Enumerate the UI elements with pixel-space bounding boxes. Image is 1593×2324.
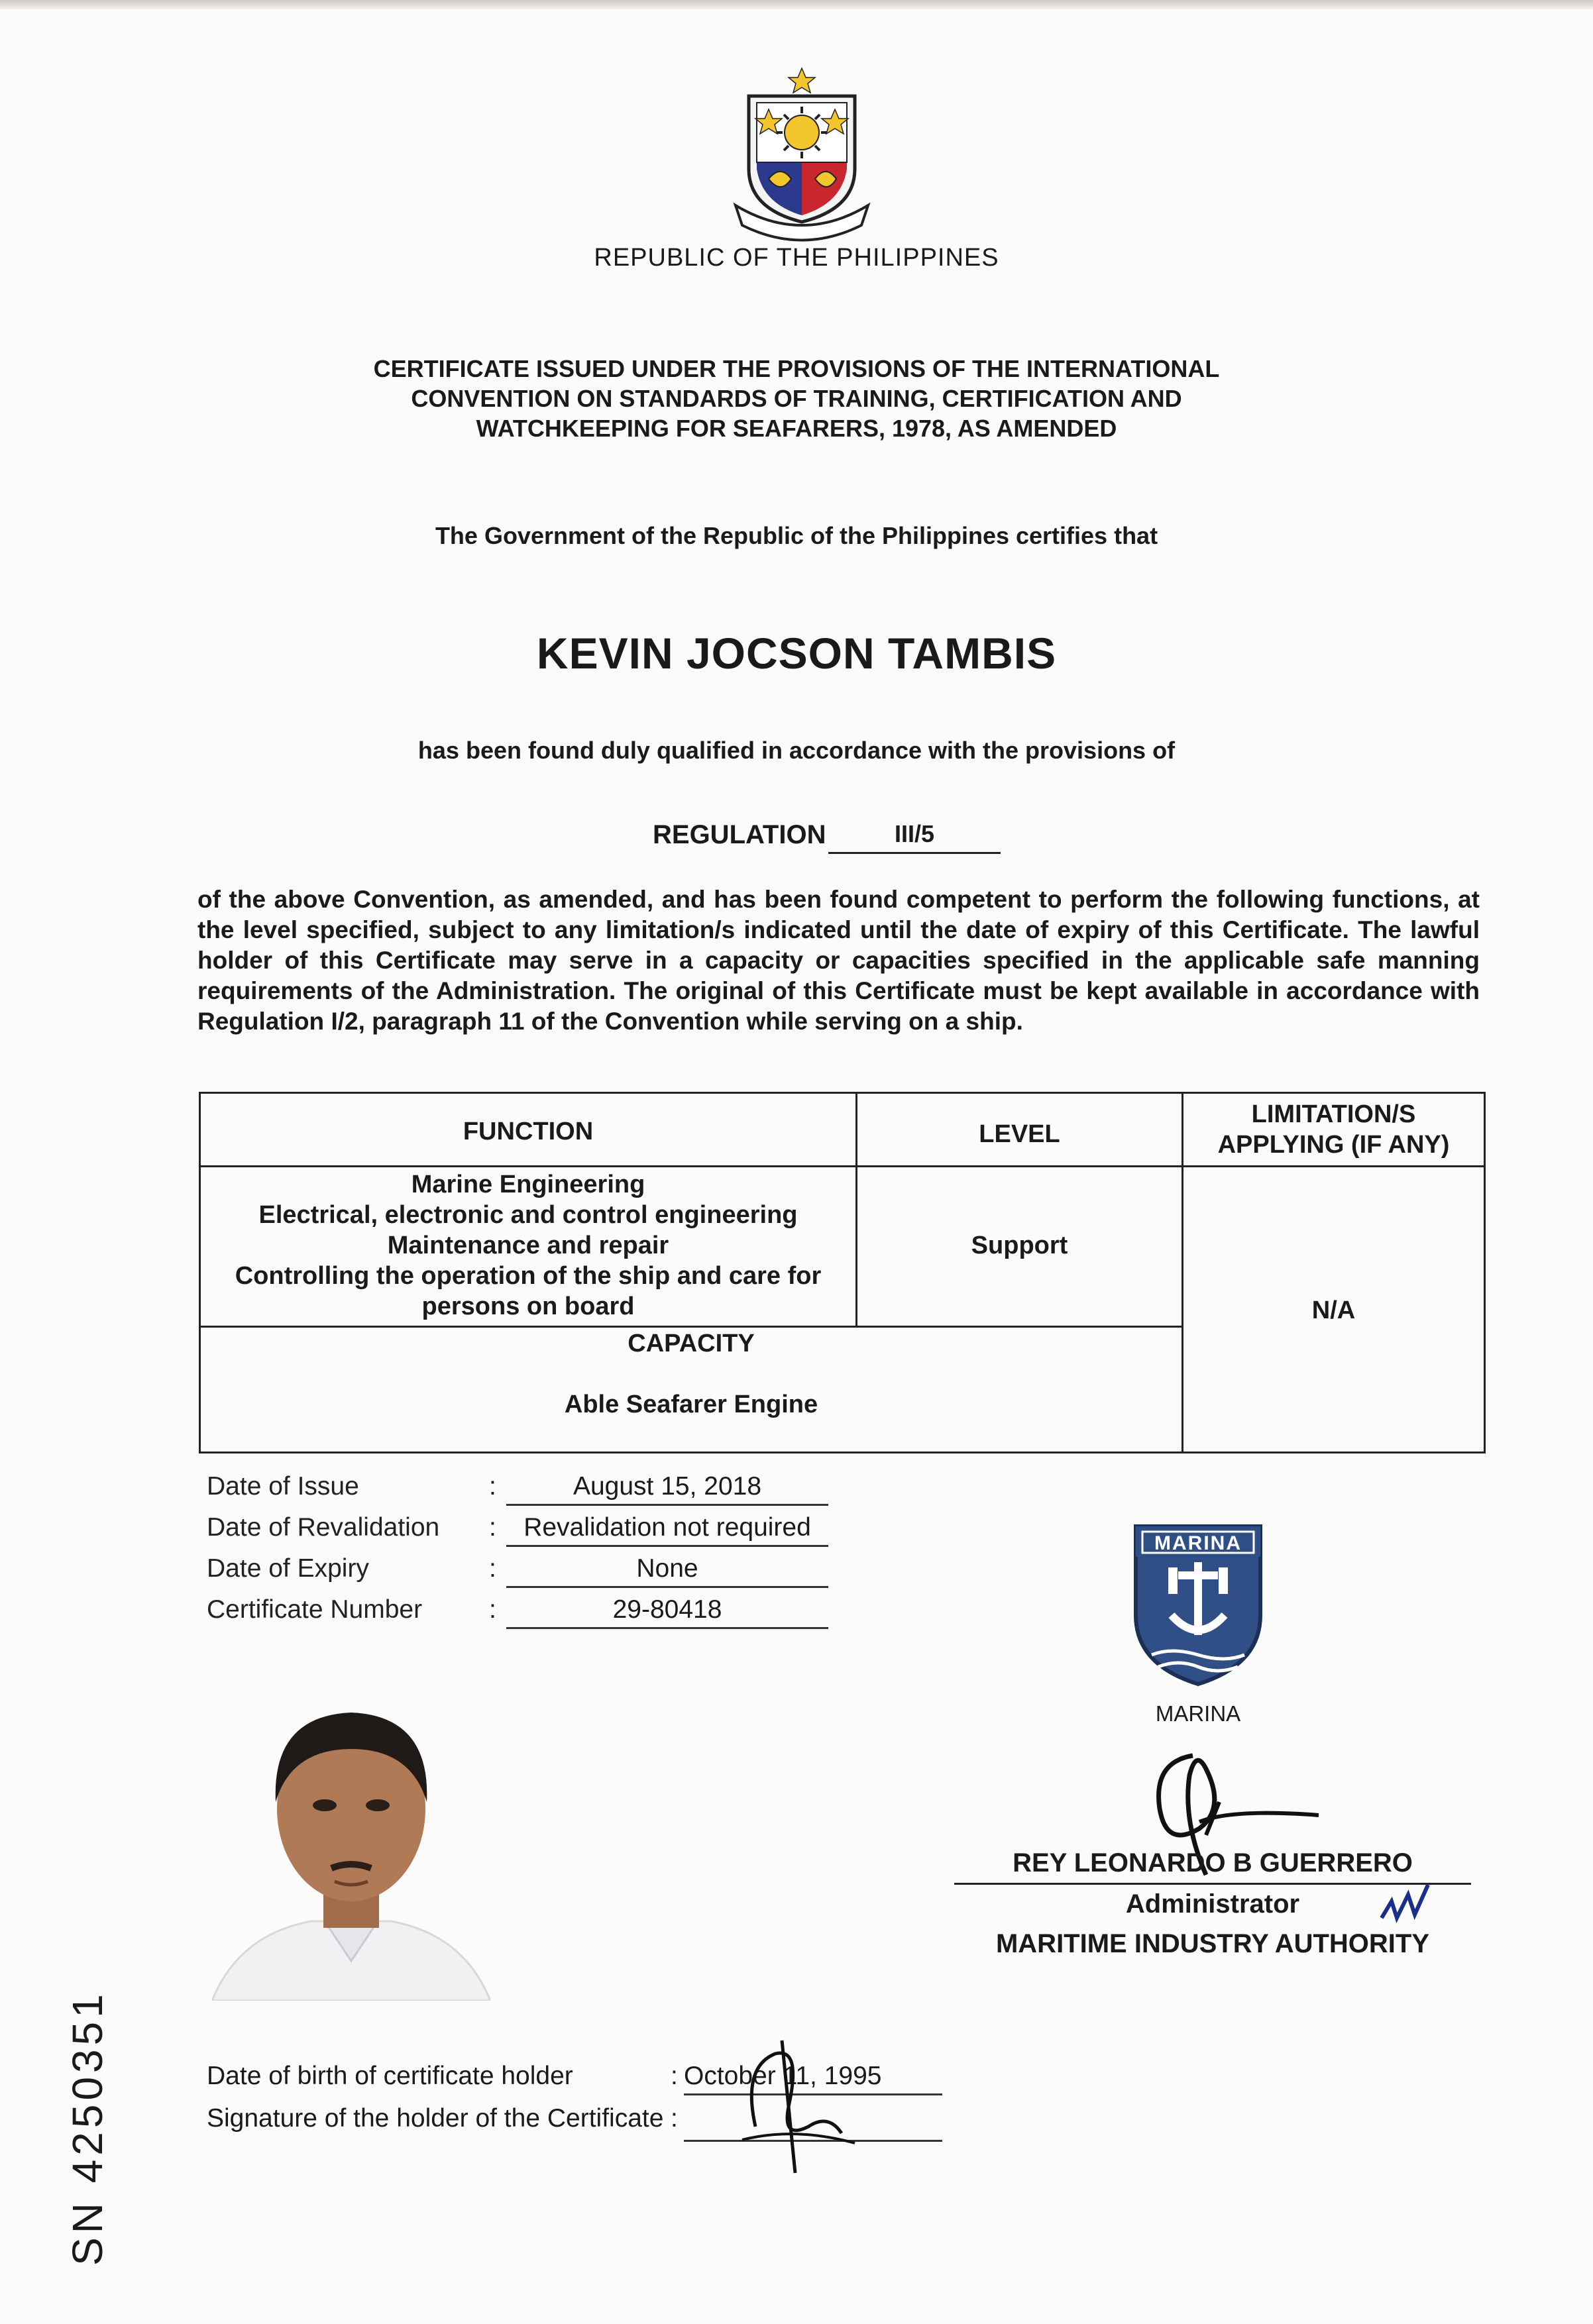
table-divider bbox=[201, 1165, 1484, 1167]
date-of-issue-label: Date of Issue bbox=[207, 1472, 359, 1501]
country-heading: REPUBLIC OF THE PHILIPPINES bbox=[594, 244, 999, 272]
function-item: Marine Engineering bbox=[411, 1171, 645, 1198]
holder-signature-label: Signature of the holder of the Certificate bbox=[207, 2104, 664, 2133]
convention-line-2: CONVENTION ON STANDARDS OF TRAINING, CERTIFICATION AND bbox=[411, 385, 1182, 412]
header-limitation-2: APPLYING (IF ANY) bbox=[1217, 1131, 1450, 1159]
certificate-number-value: 29-80418 bbox=[506, 1595, 828, 1629]
colon: : bbox=[489, 1513, 496, 1542]
convention-line-3: WATCHKEEPING FOR SEAFARERS, 1978, AS AMENDED bbox=[476, 415, 1117, 442]
capacity-label: CAPACITY bbox=[628, 1330, 755, 1357]
marina-logo bbox=[1132, 1522, 1264, 1688]
function-item: persons on board bbox=[421, 1293, 635, 1320]
function-item: Electrical, electronic and control engineering bbox=[258, 1201, 798, 1229]
signatory-name: REY LEONARDO B GUERRERO bbox=[1013, 1848, 1413, 1877]
signatory-title: Administrator bbox=[1125, 1889, 1300, 1919]
qualified-statement: has been found duly qualified in accordance with the provisions of bbox=[417, 737, 1176, 764]
dob-value: October 11, 1995 bbox=[684, 2062, 942, 2095]
level-value: Support bbox=[971, 1232, 1068, 1259]
colon: : bbox=[489, 1472, 496, 1501]
limitation-value: N/A bbox=[1311, 1296, 1356, 1324]
header-level: LEVEL bbox=[979, 1120, 1060, 1148]
colon: : bbox=[489, 1595, 496, 1624]
capacity-value: Able Seafarer Engine bbox=[564, 1391, 818, 1418]
convention-line-1: CERTIFICATE ISSUED UNDER THE PROVISIONS OF THE INTERNATIONAL bbox=[373, 355, 1220, 382]
header-limitation-1: LIMITATION/S bbox=[1251, 1100, 1416, 1128]
date-of-expiry-value: None bbox=[506, 1554, 828, 1588]
marina-caption: MARINA bbox=[1155, 1701, 1241, 1726]
function-item: Maintenance and repair bbox=[387, 1232, 669, 1259]
dob-label: Date of birth of certificate holder bbox=[207, 2062, 573, 2090]
colon: : bbox=[671, 2104, 678, 2133]
philippine-coat-of-arms-icon bbox=[722, 56, 881, 248]
marina-logo-text: MARINA bbox=[1154, 1532, 1242, 1554]
holder-name: KEVIN JOCSON TAMBIS bbox=[536, 629, 1057, 678]
holder-photo bbox=[212, 1676, 490, 2001]
certificate-number-label: Certificate Number bbox=[207, 1595, 423, 1624]
certifies-statement: The Government of the Republic of the Philippines certifies that bbox=[435, 522, 1158, 549]
regulation-label: REGULATION bbox=[653, 820, 826, 849]
functions-table bbox=[199, 1092, 1486, 1453]
colon: : bbox=[671, 2062, 678, 2090]
regulation-value: III/5 bbox=[828, 820, 1001, 854]
serial-number: SN 4250351 bbox=[64, 1990, 111, 2266]
date-of-revalidation-value: Revalidation not required bbox=[506, 1513, 828, 1547]
date-of-issue-value: August 15, 2018 bbox=[506, 1472, 828, 1506]
colon: : bbox=[489, 1554, 496, 1583]
top-edge bbox=[0, 0, 1593, 9]
competence-paragraph: of the above Convention, as amended, and has been found competent to perform the following functions, at the level specified, subject to any limitation/s indicated until the date of expiry of this Certificate. The lawful holder of this Certificate may serve in a capacity or capacities specified in the applicable safe manning requirements of the Administration. The original of this Certificate must be kept available in accordance with Regulation I/2, paragraph 11 of the Convention while serving on a ship. bbox=[197, 886, 1480, 1035]
date-of-revalidation-label: Date of Revalidation bbox=[207, 1513, 440, 1542]
header-function: FUNCTION bbox=[463, 1118, 594, 1145]
holder-signature bbox=[716, 2027, 861, 2180]
initials-mark bbox=[1378, 1881, 1431, 1928]
table-divider bbox=[201, 1326, 1183, 1328]
authority-name: MARITIME INDUSTRY AUTHORITY bbox=[995, 1929, 1430, 1958]
function-item: Controlling the operation of the ship and care for bbox=[235, 1262, 822, 1290]
date-of-expiry-label: Date of Expiry bbox=[207, 1554, 369, 1583]
